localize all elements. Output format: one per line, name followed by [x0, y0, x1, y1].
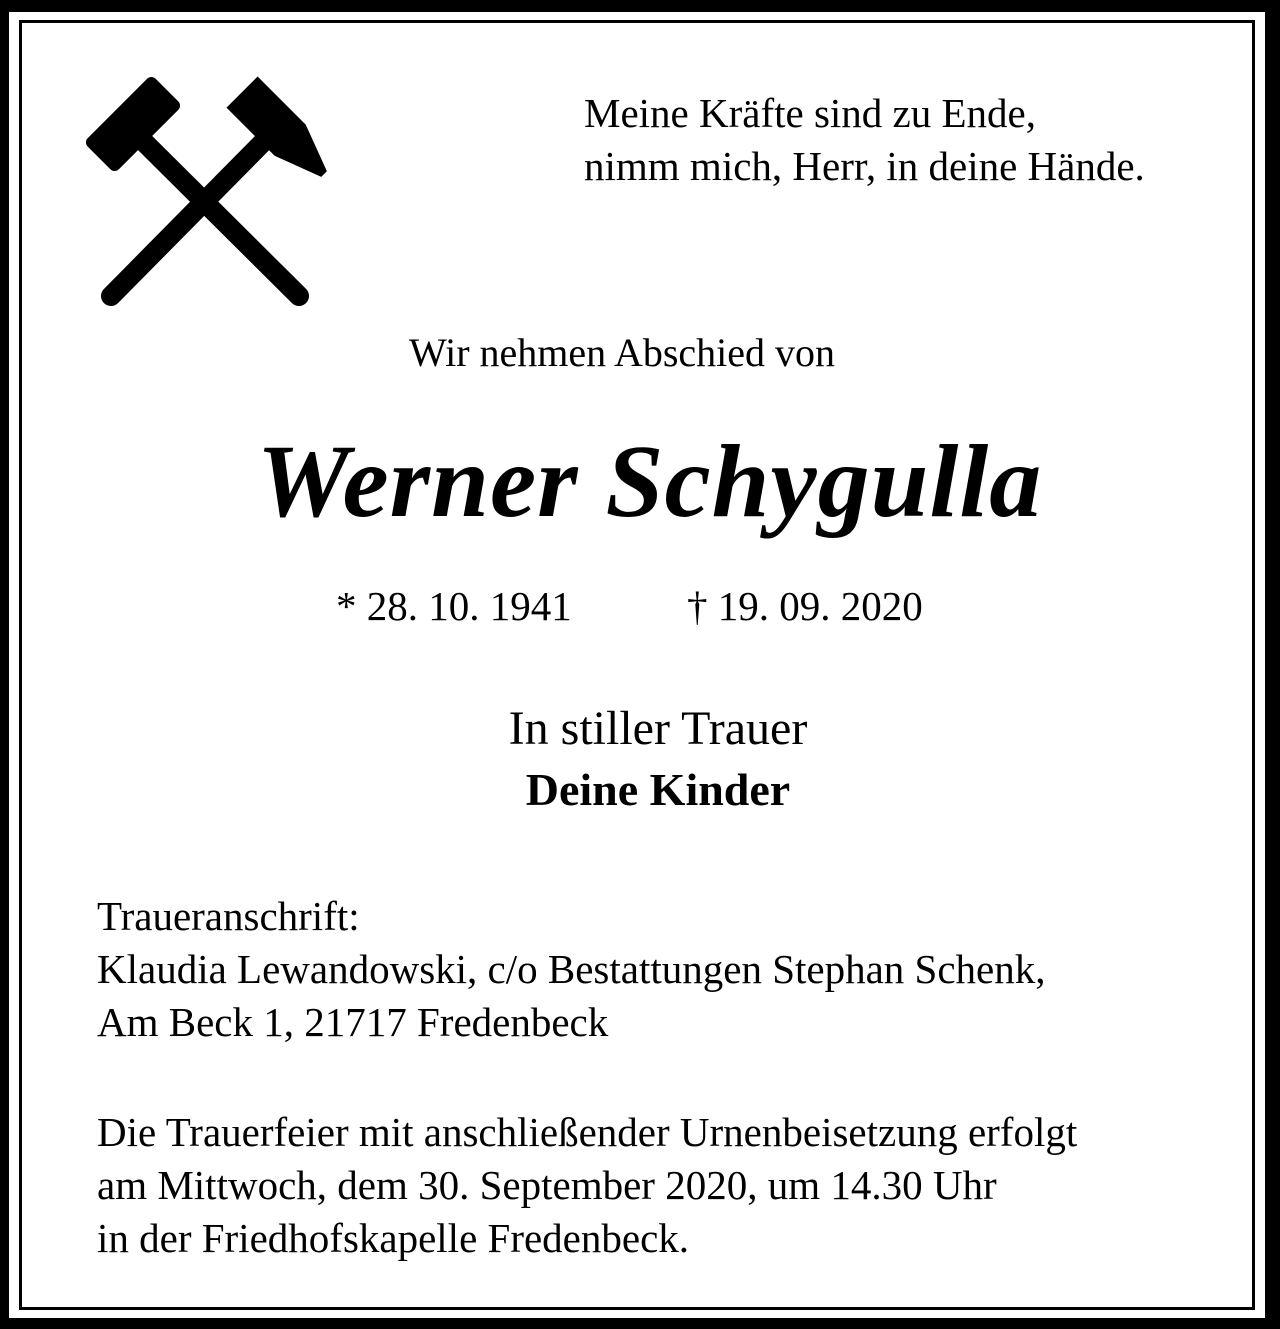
address-heading: Traueranschrift:	[97, 893, 360, 939]
obituary-card	[9, 12, 1265, 1318]
address-line-2: Am Beck 1, 21717 Fredenbeck	[97, 999, 609, 1045]
service-line-2: am Mittwoch, dem 30. September 2020, um 14.30 Uhr	[97, 1162, 997, 1208]
verse	[584, 87, 1145, 193]
death-date: † 19. 09. 2020	[687, 583, 923, 629]
service-line-1: Die Trauerfeier mit anschließender Urnenbeisetzung erfolgt	[97, 1109, 1078, 1155]
verse-line-1: Meine Kräfte sind zu Ende,	[584, 90, 1036, 136]
farewell-intro: Wir nehmen Abschied von	[408, 330, 836, 375]
mourning-line: In stiller Trauer	[508, 702, 808, 755]
verse-line-2: nimm mich, Herr, in deine Hände.	[584, 143, 1145, 189]
funeral-service-info	[97, 1106, 1077, 1265]
birth-date: * 28. 10. 1941	[336, 583, 572, 629]
mourners-names: Deine Kinder	[525, 764, 791, 815]
address-line-1: Klaudia Lewandowski, c/o Bestattungen Stephan Schenk,	[97, 946, 1046, 992]
crossed-hammers-icon	[71, 74, 336, 314]
mourning-address	[97, 890, 1046, 1049]
service-line-3: in der Friedhofskapelle Fredenbeck.	[97, 1215, 690, 1261]
deceased-name: Werner Schygulla	[256, 424, 1043, 539]
